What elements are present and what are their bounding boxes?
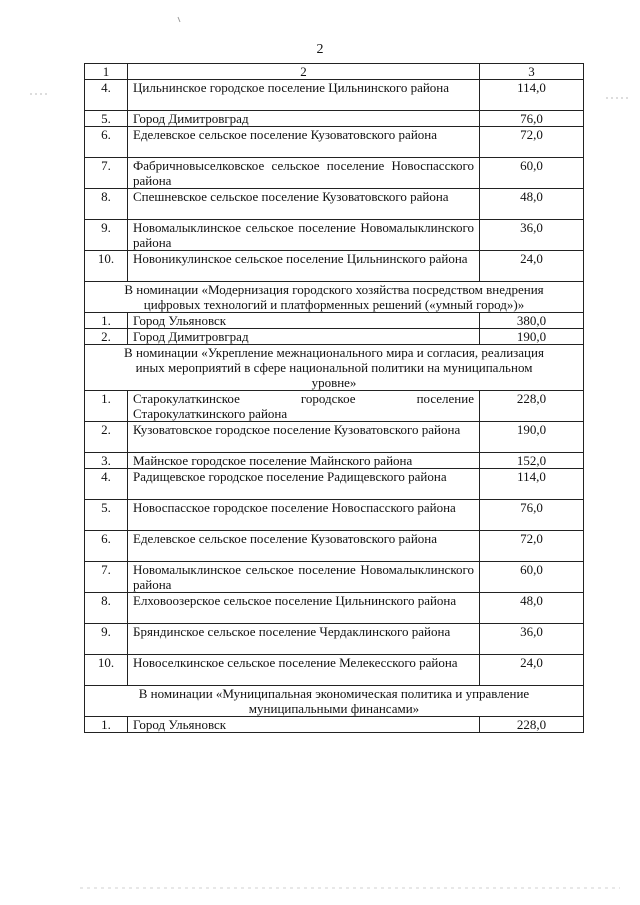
row-value: 380,0 xyxy=(480,313,584,329)
row-number: 1. xyxy=(85,391,128,422)
page-number: 2 xyxy=(316,42,324,57)
row-number: 1. xyxy=(85,717,128,733)
table-row xyxy=(85,655,584,686)
row-value: 60,0 xyxy=(480,562,584,593)
row-name: Город Ульяновск xyxy=(128,717,480,733)
row-number: 10. xyxy=(85,251,128,282)
row-name: Спешневское сельское поселение Кузоватовского района xyxy=(128,189,480,220)
table-row xyxy=(85,500,584,531)
row-name: Старокулаткинское городское поселение Старокулаткинского района xyxy=(128,391,480,422)
row-value: 60,0 xyxy=(480,158,584,189)
row-value: 190,0 xyxy=(480,329,584,345)
table-row xyxy=(85,453,584,469)
row-number: 10. xyxy=(85,655,128,686)
table-row xyxy=(85,127,584,158)
header-cell-number: 1 xyxy=(85,64,128,80)
row-value: 114,0 xyxy=(480,469,584,500)
row-value: 228,0 xyxy=(480,391,584,422)
row-number: 3. xyxy=(85,453,128,469)
row-value: 76,0 xyxy=(480,500,584,531)
row-value: 190,0 xyxy=(480,422,584,453)
allocation-table xyxy=(84,63,584,733)
row-value: 36,0 xyxy=(480,624,584,655)
header-cell-name: 2 xyxy=(128,64,480,80)
row-name: Новоспасское городское поселение Новоспасского района xyxy=(128,500,480,531)
header-cell-value: 3 xyxy=(480,64,584,80)
row-value: 76,0 xyxy=(480,111,584,127)
row-value: 24,0 xyxy=(480,655,584,686)
row-value: 72,0 xyxy=(480,531,584,562)
row-name: Город Димитровград xyxy=(128,329,480,345)
table-row xyxy=(85,329,584,345)
row-name: Бряндинское сельское поселение Чердаклинского района xyxy=(128,624,480,655)
row-value: 48,0 xyxy=(480,593,584,624)
row-name: Цильнинское городское поселение Цильнинского района xyxy=(128,80,480,111)
row-name: Фабричновыселковское сельское поселение Новоспасского района xyxy=(128,158,480,189)
row-number: 5. xyxy=(85,500,128,531)
nomination-heading: В номинации «Укрепление межнационального мира и согласия, реализация иных мероприятий в сфере национальной политики на муниципальном уровне» xyxy=(85,345,584,391)
table-row xyxy=(85,111,584,127)
table-row xyxy=(85,717,584,733)
row-name: Новомалыклинское сельское поселение Новомалыклинского района xyxy=(128,220,480,251)
row-value: 152,0 xyxy=(480,453,584,469)
row-name: Радищевское городское поселение Радищевского района xyxy=(128,469,480,500)
row-name: Новоселкинское сельское поселение Мелекесского района xyxy=(128,655,480,686)
table-row xyxy=(85,422,584,453)
table-row xyxy=(85,391,584,422)
row-number: 2. xyxy=(85,329,128,345)
row-name: Майнское городское поселение Майнского района xyxy=(128,453,480,469)
row-name: Кузоватовское городское поселение Кузоватовского района xyxy=(128,422,480,453)
row-name: Елховоозерское сельское поселение Цильнинского района xyxy=(128,593,480,624)
table-row xyxy=(85,189,584,220)
row-name: Город Ульяновск xyxy=(128,313,480,329)
table-row xyxy=(85,220,584,251)
row-value: 36,0 xyxy=(480,220,584,251)
table-row xyxy=(85,313,584,329)
row-number: 4. xyxy=(85,469,128,500)
row-number: 8. xyxy=(85,189,128,220)
row-name: Город Димитровград xyxy=(128,111,480,127)
row-name: Новомалыклинское сельское поселение Новомалыклинского района xyxy=(128,562,480,593)
table-row xyxy=(85,80,584,111)
row-number: 8. xyxy=(85,593,128,624)
row-number: 4. xyxy=(85,80,128,111)
row-number: 6. xyxy=(85,531,128,562)
section-heading-row xyxy=(85,282,584,313)
row-number: 2. xyxy=(85,422,128,453)
row-number: 7. xyxy=(85,562,128,593)
row-value: 228,0 xyxy=(480,717,584,733)
row-value: 72,0 xyxy=(480,127,584,158)
table-row xyxy=(85,469,584,500)
table-row xyxy=(85,624,584,655)
table-row xyxy=(85,158,584,189)
table-header-row xyxy=(85,64,584,80)
row-number: 9. xyxy=(85,220,128,251)
section-heading-row xyxy=(85,686,584,717)
row-number: 5. xyxy=(85,111,128,127)
nomination-heading: В номинации «Муниципальная экономическая политика и управление муниципальными финансами» xyxy=(85,686,584,717)
nomination-heading: В номинации «Модернизация городского хозяйства посредством внедрения цифровых технологий и платформенных решений («умный город»)» xyxy=(85,282,584,313)
row-value: 114,0 xyxy=(480,80,584,111)
row-number: 1. xyxy=(85,313,128,329)
row-name: Еделевское сельское поселение Кузоватовского района xyxy=(128,127,480,158)
table-row xyxy=(85,562,584,593)
table-row xyxy=(85,593,584,624)
table-row xyxy=(85,251,584,282)
row-name: Еделевское сельское поселение Кузоватовского района xyxy=(128,531,480,562)
section-heading-row xyxy=(85,345,584,391)
row-value: 24,0 xyxy=(480,251,584,282)
row-number: 9. xyxy=(85,624,128,655)
row-name: Новоникулинское сельское поселение Цильнинского района xyxy=(128,251,480,282)
row-value: 48,0 xyxy=(480,189,584,220)
row-number: 6. xyxy=(85,127,128,158)
table-row xyxy=(85,531,584,562)
row-number: 7. xyxy=(85,158,128,189)
